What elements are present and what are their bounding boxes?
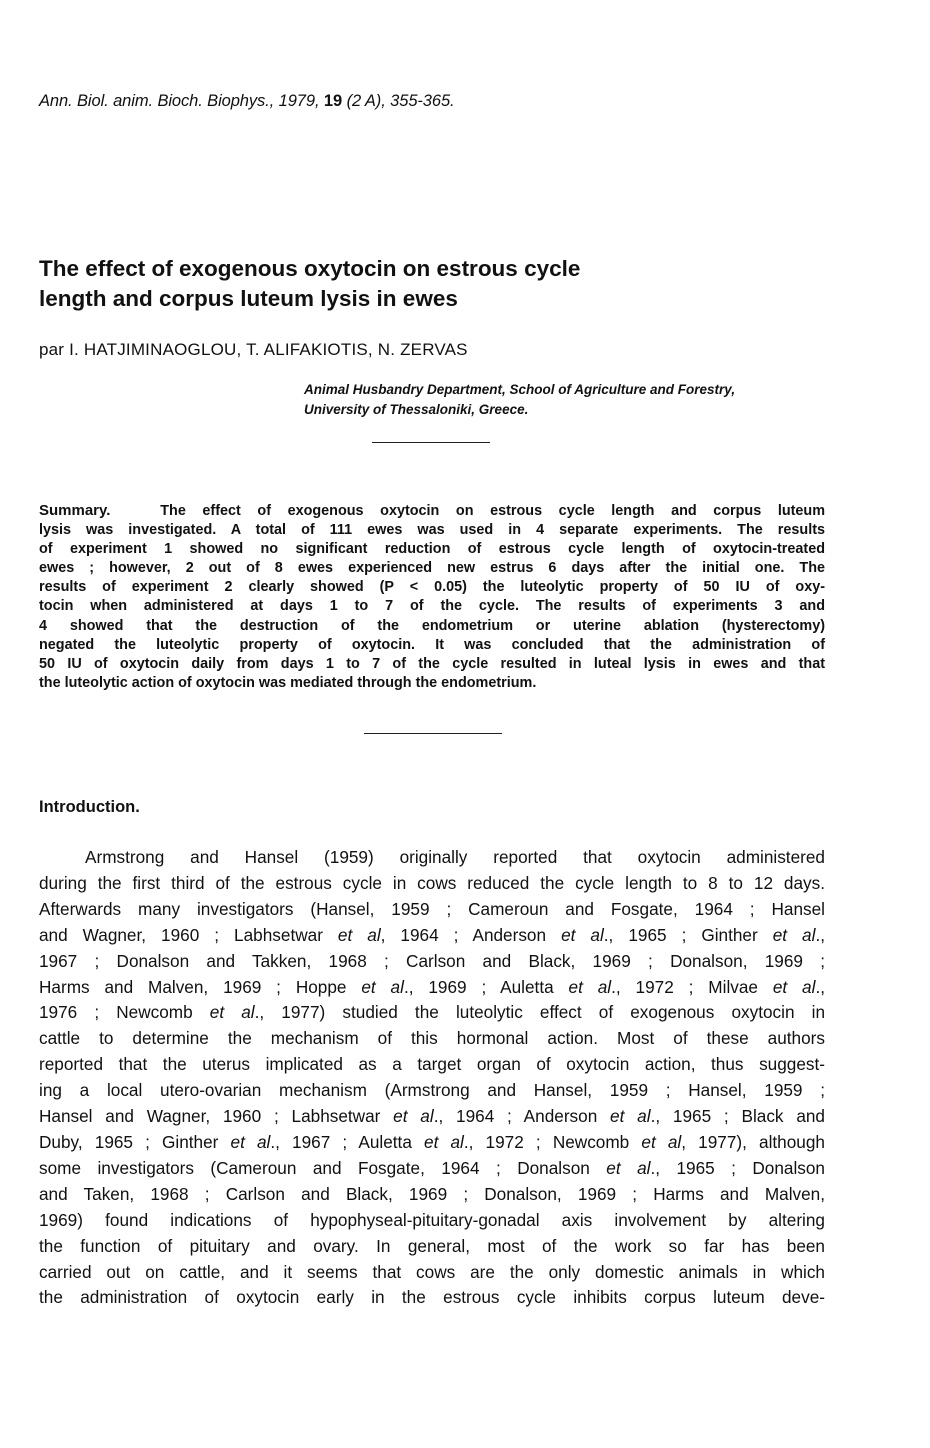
intro-line: the administration of oxytocin early in the estrous cycle inhibits corpus luteum deve-	[39, 1287, 825, 1308]
summary-line: 50 IU of oxytocin daily from days 1 to 7 of the cycle resulted in luteal lysis in ewes and that	[39, 655, 825, 672]
summary-line: negated the luteolytic property of oxytocin. It was concluded that the administration of	[39, 636, 825, 653]
intro-line: Armstrong and Hansel (1959) originally reported that oxytocin administered	[85, 847, 825, 867]
title-line: The effect of exogenous oxytocin on estrous cycle	[39, 256, 581, 281]
intro-line: reported that the uterus implicated as a target organ of oxytocin action, thus suggest-	[39, 1054, 825, 1075]
intro-line: Hansel and Wagner, 1960 ; Labhsetwar et al., 1964 ; Anderson et al., 1965 ; Black and	[39, 1106, 825, 1127]
title-line: length and corpus luteum lysis in ewes	[39, 286, 458, 311]
section-divider	[364, 733, 502, 734]
summary-line: Summary. The effect of exogenous oxytocin on estrous cycle length and corpus luteum	[39, 502, 825, 519]
intro-line: cattle to determine the mechanism of this hormonal action. Most of these authors	[39, 1028, 825, 1049]
affiliation-line: University of Thessaloniki, Greece.	[304, 402, 529, 417]
intro-line: and Taken, 1968 ; Carlson and Black, 1969 ; Donalson, 1969 ; Harms and Malven,	[39, 1183, 825, 1204]
intro-line: Duby, 1965 ; Ginther et al., 1967 ; Auletta et al., 1972 ; Newcomb et al, 1977), although	[39, 1131, 825, 1152]
introduction-body	[39, 845, 825, 1311]
intro-line: Afterwards many investigators (Hansel, 1959 ; Cameroun and Fosgate, 1964 ; Hansel	[39, 898, 825, 919]
intro-line: 1967 ; Donalson and Takken, 1968 ; Carlson and Black, 1969 ; Donalson, 1969 ;	[39, 950, 825, 971]
article-title	[39, 254, 759, 314]
summary-line: of experiment 1 showed no significant reduction of estrous cycle length of oxytocin-treated	[39, 541, 825, 558]
citation-issue-pages: (2 A), 355-365.	[346, 92, 455, 110]
summary-line: ewes ; however, 2 out of 8 ewes experienced new estrus 6 days after the initial one. The	[39, 560, 825, 577]
summary-label: Summary.	[39, 502, 111, 519]
intro-line: 1969) found indications of hypophyseal-pituitary-gonadal axis involvement by altering	[39, 1209, 825, 1230]
intro-line: during the first third of the estrous cycle in cows reduced the cycle length to 8 to 12 days.	[39, 872, 825, 893]
intro-line: the function of pituitary and ovary. In general, most of the work so far has been	[39, 1235, 825, 1256]
summary-line: 4 showed that the destruction of the endometrium or uterine ablation (hysterectomy)	[39, 617, 825, 634]
intro-line: carried out on cattle, and it seems that cows are the only domestic animals in which	[39, 1261, 825, 1282]
summary-abstract	[39, 501, 825, 693]
intro-line: ing a local utero-ovarian mechanism (Armstrong and Hansel, 1959 ; Hansel, 1959 ;	[39, 1080, 825, 1101]
summary-line: the luteolytic action of oxytocin was mediated through the endometrium.	[39, 674, 537, 691]
citation-volume: 19	[323, 92, 343, 110]
intro-line: 1976 ; Newcomb et al., 1977) studied the luteolytic effect of exogenous oxytocin in	[39, 1002, 826, 1023]
introduction-heading: Introduction.	[39, 798, 140, 816]
intro-line: and Wagner, 1960 ; Labhsetwar et al, 1964 ; Anderson et al., 1965 ; Ginther et al.,	[39, 924, 825, 945]
journal-citation	[39, 92, 455, 111]
summary-line: lysis was investigated. A total of 111 ewes was used in 4 separate experiments. The results	[39, 522, 825, 539]
affiliation-line: Animal Husbandry Department, School of Agriculture and Forestry,	[304, 382, 736, 397]
intro-line: some investigators (Cameroun and Fosgate, 1964 ; Donalson et al., 1965 ; Donalson	[39, 1157, 825, 1178]
summary-line: tocin when administered at days 1 to 7 of the cycle. The results of experiments 3 and	[39, 598, 825, 615]
intro-line: Harms and Malven, 1969 ; Hoppe et al., 1969 ; Auletta et al., 1972 ; Milvae et al.,	[39, 976, 825, 997]
section-divider	[372, 442, 490, 443]
author-list: par I. HATJIMINAOGLOU, T. ALIFAKIOTIS, N. ZERVAS	[39, 340, 468, 359]
summary-line: results of experiment 2 clearly showed (P < 0.05) the luteolytic property of 50 IU of oxy-	[39, 579, 825, 596]
citation-journal: Ann. Biol. anim. Bioch. Biophys., 1979,	[39, 92, 320, 110]
author-affiliation	[304, 380, 864, 420]
